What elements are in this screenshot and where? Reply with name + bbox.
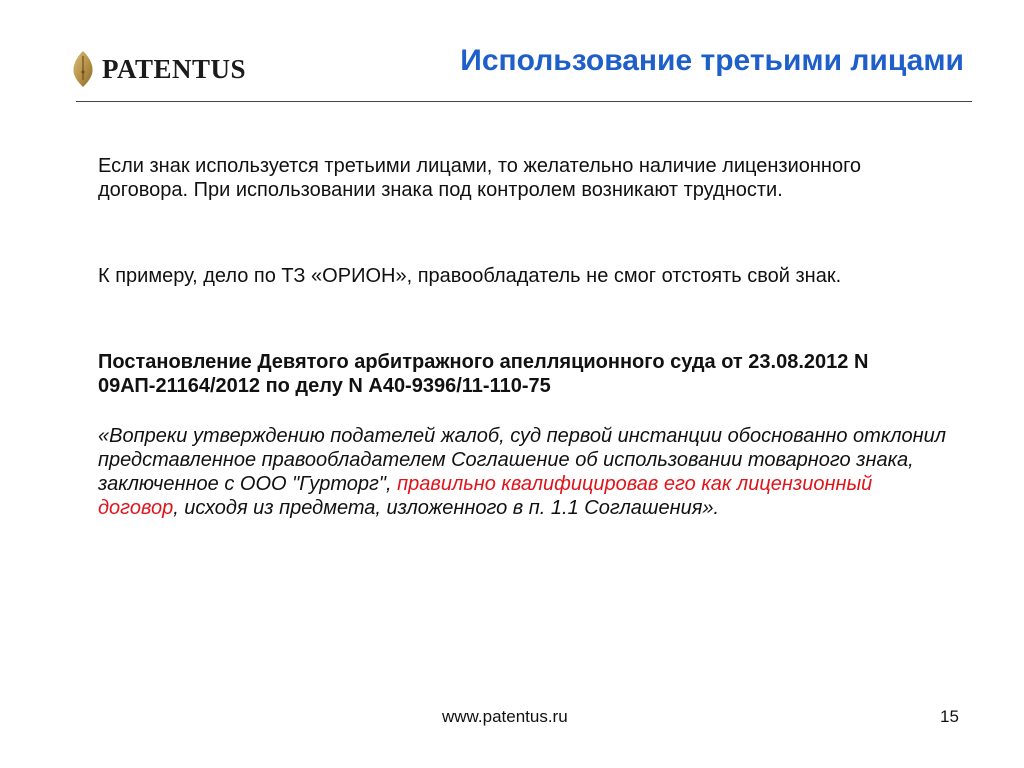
quote-text-after: , исходя из предмета, изложенного в п. 1.1 Соглашения». (173, 497, 720, 519)
patentus-logo (70, 50, 246, 88)
quote-text-before: «Вопреки утверждению подателей жалоб, суд первой инстанции обоснованно отклонил представленное правообладателем Соглашение об использовании товарного знака, заключенное с ООО "Гурторг", (98, 425, 947, 495)
page-title: Использование третьими лицами (460, 44, 964, 77)
paragraph-intro: Если знак используется третьими лицами, то желательно наличие лицензионного договора. При использовании знака под контролем возникают трудности. (98, 155, 862, 201)
pen-nib-icon (70, 50, 96, 88)
paragraph-court-ruling: Постановление Девятого арбитражного апелляционного суда от 23.08.2012 N 09АП-21164/2012 по делу N А40-9396/11-110-75 (98, 351, 869, 397)
footer-url: www.patentus.ru (442, 707, 568, 726)
page-number: 15 (940, 707, 959, 726)
paragraph-example: К примеру, дело по ТЗ «ОРИОН», правообладатель не смог отстоять свой знак. (98, 265, 842, 287)
slide-header (0, 0, 1024, 104)
logo-text: PATENTUS (102, 53, 247, 84)
quote-paragraph (98, 424, 948, 520)
quote-highlight: правильно квалифицировав его как лицензионный договор (98, 473, 873, 519)
header-divider (76, 101, 972, 102)
